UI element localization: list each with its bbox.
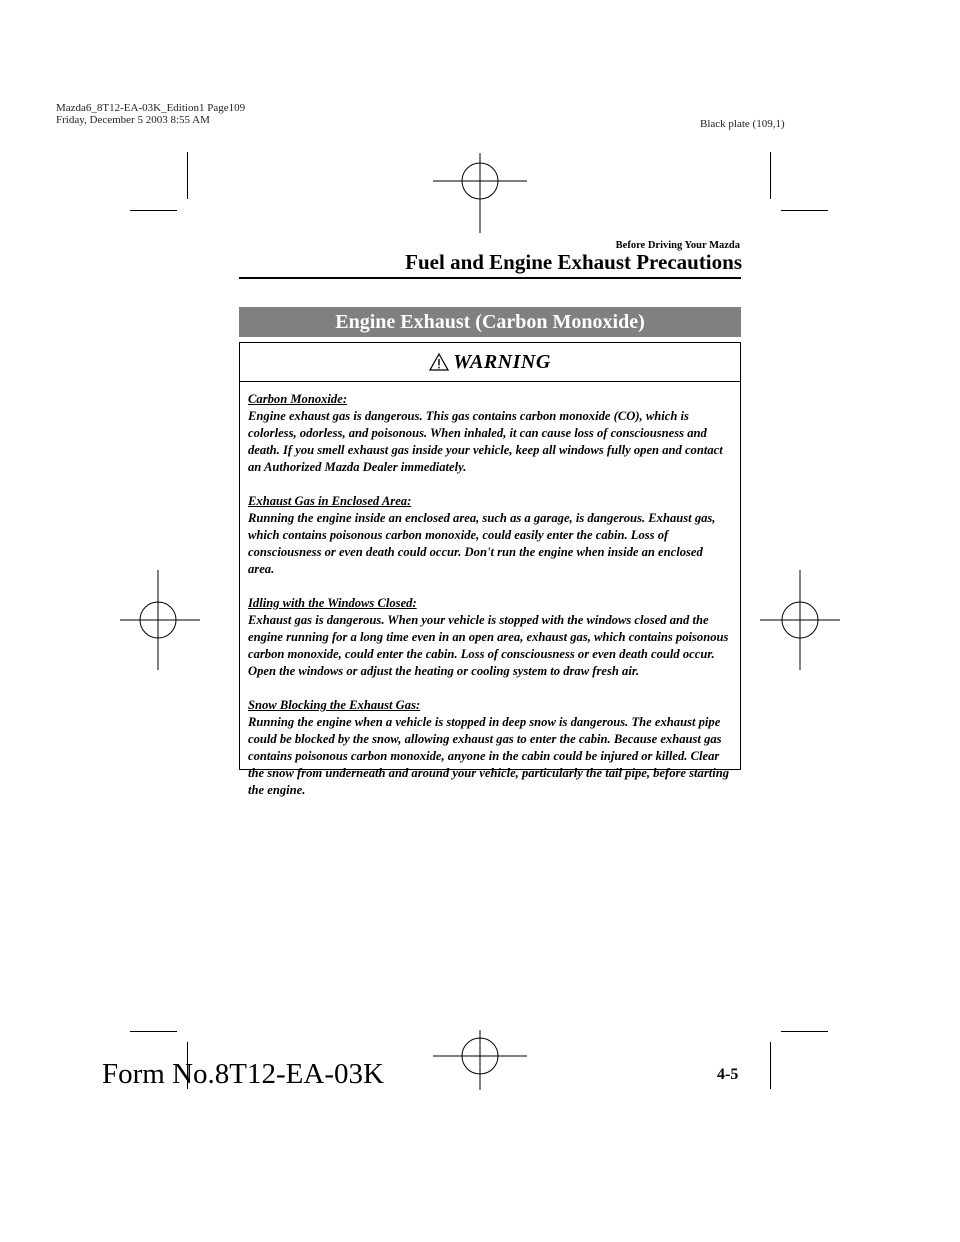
warning-item-heading: Snow Blocking the Exhaust Gas: xyxy=(248,698,421,712)
page-number: 4-5 xyxy=(717,1066,739,1083)
warning-item-text: Engine exhaust gas is dangerous. This gas contains carbon monoxide (CO), which is colorless, odorless, and poisonous. When inhaled, it can cause loss of consciousness and death. If you smell exhaust gas inside your vehicle, keep all windows fully open and contact an Authorized Mazda Dealer immediately. xyxy=(248,409,723,474)
registration-mark-top-icon xyxy=(433,153,527,247)
warning-item xyxy=(248,391,732,476)
warning-item-text: Running the engine when a vehicle is stopped in deep snow is dangerous. The exhaust pipe could be blocked by the snow, allowing exhaust gas to enter the cabin. Because exhaust gas contains poisonous carbon monoxide, anyone in the cabin could be injured or killed. Clear the snow from underneath and around your vehicle, particularly the tail pipe, before starting the engine. xyxy=(248,715,730,797)
warning-body xyxy=(240,382,740,799)
title-divider xyxy=(239,277,741,279)
warning-item xyxy=(248,595,732,680)
warning-item xyxy=(248,697,732,799)
warning-item-heading: Carbon Monoxide: xyxy=(248,392,348,406)
registration-mark-bottom-icon xyxy=(433,1030,527,1090)
warning-box xyxy=(239,342,741,797)
plate-label: Black plate (109,1) xyxy=(700,118,785,130)
section-label: Before Driving Your Mazda xyxy=(615,240,740,251)
crop-mark-top-right-h xyxy=(781,210,828,211)
section-banner: Engine Exhaust (Carbon Monoxide) xyxy=(239,307,741,337)
crop-mark-bottom-right-v xyxy=(770,1042,771,1089)
crop-mark-top-right-v xyxy=(770,152,771,199)
warning-triangle-icon xyxy=(429,353,449,371)
registration-mark-left-icon xyxy=(120,570,200,670)
warning-label: WARNING xyxy=(453,350,551,373)
warning-item-heading: Idling with the Windows Closed: xyxy=(248,596,417,610)
print-meta-date: Friday, December 5 2003 8:55 AM xyxy=(56,114,210,126)
crop-mark-bottom-right-h xyxy=(781,1031,828,1032)
form-number: Form No.8T12-EA-03K xyxy=(102,1058,384,1090)
print-meta-file: Mazda6_8T12-EA-03K_Edition1 Page109 xyxy=(56,102,246,114)
warning-item xyxy=(248,493,732,578)
page-title: Fuel and Engine Exhaust Precautions xyxy=(405,250,742,274)
crop-mark-bottom-left-h xyxy=(130,1031,177,1032)
warning-item-text: Running the engine inside an enclosed area, such as a garage, is dangerous. Exhaust gas, which contains poisonous carbon monoxide, could easily enter the cabin. Loss of consciousness or even death could occur. Don't run the engine when inside an enclosed area. xyxy=(248,511,716,576)
warning-item-text: Exhaust gas is dangerous. When your vehicle is stopped with the windows closed and the engine running for a long time even in an open area, exhaust gas, which contains poisonous carbon monoxide, could enter the cabin. Loss of consciousness or even death could occur. Open the windows or adjust the heating or cooling system to draw fresh air. xyxy=(248,613,729,678)
registration-mark-right-icon xyxy=(760,570,840,670)
warning-item-heading: Exhaust Gas in Enclosed Area: xyxy=(248,494,412,508)
print-metadata xyxy=(56,102,245,126)
warning-header xyxy=(240,343,740,382)
crop-mark-top-left-v xyxy=(187,152,188,199)
crop-mark-top-left-h xyxy=(130,210,177,211)
